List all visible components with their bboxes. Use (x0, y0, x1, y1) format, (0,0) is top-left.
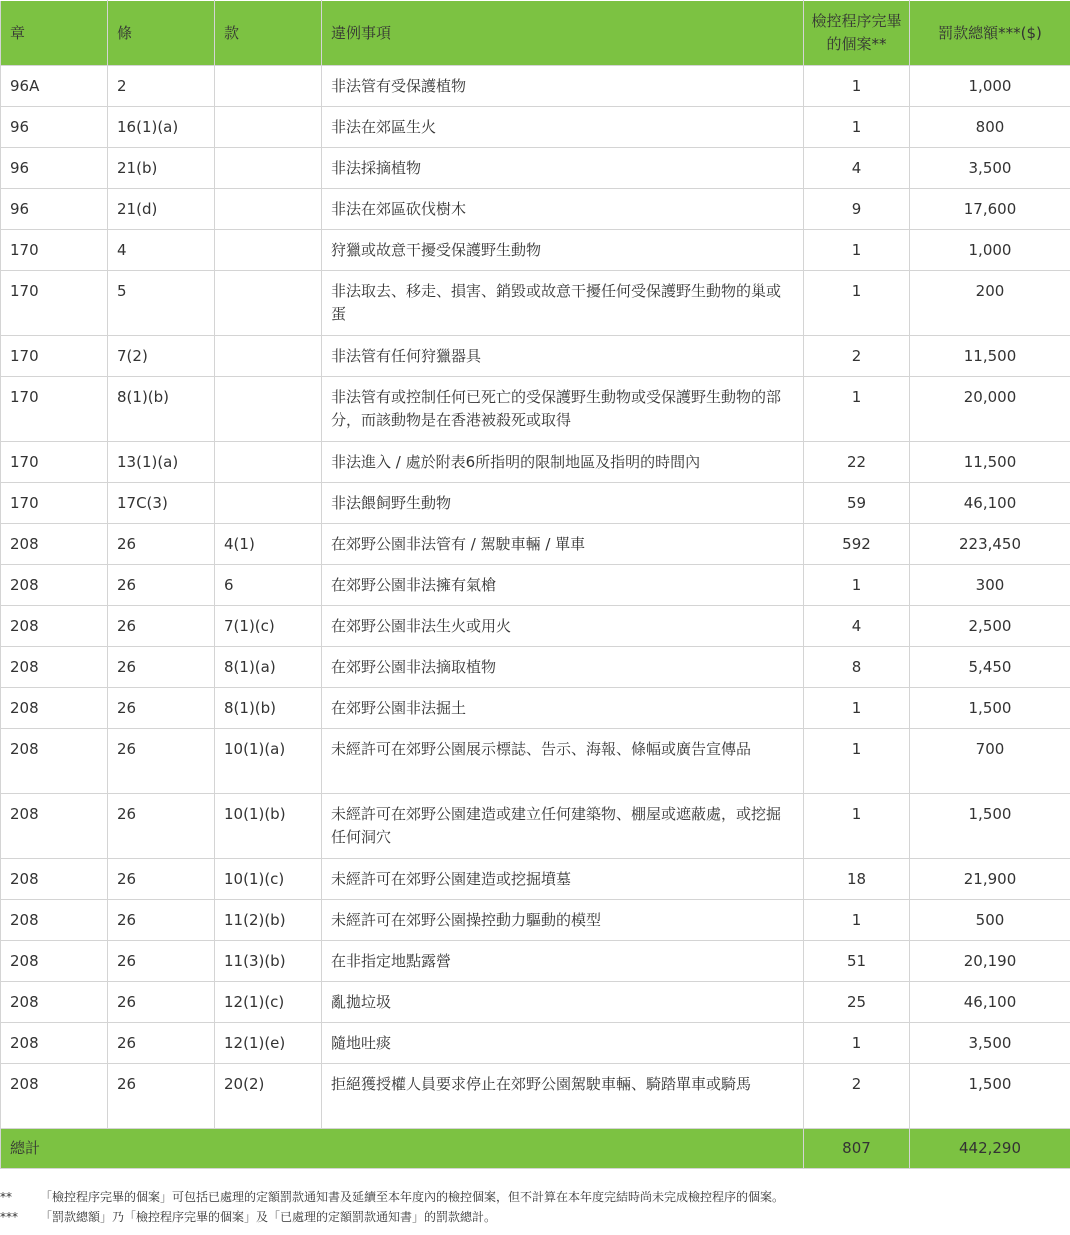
cell-offence: 在郊野公園非法擁有氣槍 (322, 565, 804, 606)
table-row (1, 230, 1070, 271)
cell-cases: 1 (804, 377, 910, 442)
cell-offence: 非法在郊區砍伐樹木 (322, 189, 804, 230)
header-offence: 違例事項 (322, 1, 804, 66)
cell-section: 26 (108, 1064, 215, 1129)
cell-offence: 拒絕獲授權人員要求停止在郊野公園駕駛車輛、騎踏單車或騎馬 (322, 1064, 804, 1129)
table-row (1, 377, 1070, 442)
cell-chapter: 208 (1, 565, 108, 606)
footnote (0, 1187, 1070, 1207)
cell-section: 26 (108, 524, 215, 565)
cell-fines: 700 (910, 729, 1070, 794)
cell-cases: 1 (804, 688, 910, 729)
table-row (1, 941, 1070, 982)
table-row (1, 794, 1070, 859)
cell-offence: 狩獵或故意干擾受保護野生動物 (322, 230, 804, 271)
table-row (1, 900, 1070, 941)
table-row (1, 524, 1070, 565)
cell-chapter: 170 (1, 377, 108, 442)
cell-chapter: 170 (1, 271, 108, 336)
cell-chapter: 208 (1, 688, 108, 729)
cell-section: 5 (108, 271, 215, 336)
cell-section: 17C(3) (108, 483, 215, 524)
cell-offence: 在郊野公園非法生火或用火 (322, 606, 804, 647)
cell-cases: 2 (804, 1064, 910, 1129)
cell-section: 26 (108, 606, 215, 647)
cell-chapter: 96 (1, 189, 108, 230)
total-label: 總計 (1, 1129, 804, 1169)
cell-chapter: 170 (1, 483, 108, 524)
cell-section: 26 (108, 941, 215, 982)
header-fines: 罰款總額***($) (910, 1, 1070, 66)
cell-cases: 4 (804, 606, 910, 647)
cell-cases: 22 (804, 442, 910, 483)
table-row (1, 647, 1070, 688)
cell-subsection: 10(1)(a) (215, 729, 322, 794)
cell-chapter: 170 (1, 230, 108, 271)
table-row (1, 189, 1070, 230)
cell-chapter: 208 (1, 900, 108, 941)
cell-cases: 1 (804, 66, 910, 107)
table-row (1, 148, 1070, 189)
cell-subsection: 8(1)(b) (215, 688, 322, 729)
cell-fines: 1,500 (910, 1064, 1070, 1129)
table-row (1, 442, 1070, 483)
cell-subsection: 12(1)(c) (215, 982, 322, 1023)
cell-offence: 非法管有任何狩獵器具 (322, 336, 804, 377)
cell-fines: 1,500 (910, 794, 1070, 859)
cell-fines: 3,500 (910, 1023, 1070, 1064)
cell-cases: 9 (804, 189, 910, 230)
table-row (1, 606, 1070, 647)
cell-subsection (215, 189, 322, 230)
cell-chapter: 208 (1, 859, 108, 900)
cell-fines: 21,900 (910, 859, 1070, 900)
table-row (1, 859, 1070, 900)
total-row (1, 1129, 1070, 1169)
cell-section: 26 (108, 565, 215, 606)
cell-fines: 3,500 (910, 148, 1070, 189)
cell-cases: 1 (804, 271, 910, 336)
footnote-mark: ** (0, 1190, 12, 1204)
cell-subsection: 11(3)(b) (215, 941, 322, 982)
total-cases: 807 (804, 1129, 910, 1169)
cell-chapter: 208 (1, 524, 108, 565)
cell-chapter: 208 (1, 606, 108, 647)
table-row (1, 729, 1070, 794)
cell-fines: 11,500 (910, 442, 1070, 483)
cell-fines: 46,100 (910, 483, 1070, 524)
table-row (1, 1023, 1070, 1064)
header-cases: 檢控程序完畢的個案** (804, 1, 910, 66)
cell-section: 26 (108, 1023, 215, 1064)
footnote-text: 「檢控程序完畢的個案」可包括已處理的定額罰款通知書及延續至本年度內的檢控個案，但不計算在本年度完結時尚未完成檢控程序的個案。 (40, 1190, 785, 1204)
cell-offence: 在郊野公園非法掘土 (322, 688, 804, 729)
table-footer (1, 1129, 1070, 1169)
cell-subsection: 12(1)(e) (215, 1023, 322, 1064)
cell-offence: 未經許可在郊野公園展示標誌、告示、海報、條幅或廣告宣傳品 (322, 729, 804, 794)
footnote-text: 「罰款總額」乃「檢控程序完畢的個案」及「已處理的定額罰款通知書」的罰款總計。 (40, 1210, 497, 1224)
cell-cases: 25 (804, 982, 910, 1023)
cell-chapter: 170 (1, 442, 108, 483)
cell-section: 26 (108, 859, 215, 900)
cell-cases: 592 (804, 524, 910, 565)
cell-subsection (215, 107, 322, 148)
table-header (1, 1, 1070, 66)
cell-cases: 1 (804, 794, 910, 859)
table-row (1, 982, 1070, 1023)
cell-cases: 1 (804, 230, 910, 271)
cell-offence: 亂拋垃圾 (322, 982, 804, 1023)
cell-section: 26 (108, 688, 215, 729)
footnote (0, 1207, 1070, 1227)
table-row (1, 565, 1070, 606)
cell-cases: 59 (804, 483, 910, 524)
footnote-mark: *** (0, 1210, 18, 1224)
cell-chapter: 96 (1, 148, 108, 189)
table-row (1, 336, 1070, 377)
cell-cases: 51 (804, 941, 910, 982)
cell-fines: 223,450 (910, 524, 1070, 565)
cell-fines: 300 (910, 565, 1070, 606)
cell-offence: 非法在郊區生火 (322, 107, 804, 148)
total-fines: 442,290 (910, 1129, 1070, 1169)
cell-subsection (215, 66, 322, 107)
cell-fines: 20,190 (910, 941, 1070, 982)
header-chapter: 章 (1, 1, 108, 66)
cell-section: 21(d) (108, 189, 215, 230)
cell-fines: 2,500 (910, 606, 1070, 647)
cell-offence: 在郊野公園非法管有 / 駕駛車輛 / 單車 (322, 524, 804, 565)
cell-chapter: 208 (1, 729, 108, 794)
cell-offence: 非法取去、移走、損害、銷毀或故意干擾任何受保護野生動物的巢或蛋 (322, 271, 804, 336)
cell-section: 8(1)(b) (108, 377, 215, 442)
table-row (1, 1064, 1070, 1129)
cell-section: 26 (108, 794, 215, 859)
cell-section: 13(1)(a) (108, 442, 215, 483)
cell-offence: 在非指定地點露營 (322, 941, 804, 982)
cell-chapter: 208 (1, 1064, 108, 1129)
cell-cases: 4 (804, 148, 910, 189)
header-subsection: 款 (215, 1, 322, 66)
cell-section: 16(1)(a) (108, 107, 215, 148)
cell-fines: 1,000 (910, 66, 1070, 107)
footnotes (0, 1187, 1070, 1227)
table-row (1, 688, 1070, 729)
cell-section: 26 (108, 729, 215, 794)
cell-offence: 未經許可在郊野公園建造或挖掘墳墓 (322, 859, 804, 900)
cell-offence: 非法管有受保護植物 (322, 66, 804, 107)
cell-cases: 1 (804, 1023, 910, 1064)
cell-section: 21(b) (108, 148, 215, 189)
table-body (1, 66, 1070, 1129)
cell-fines: 500 (910, 900, 1070, 941)
cell-subsection (215, 377, 322, 442)
cell-offence: 非法餵飼野生動物 (322, 483, 804, 524)
cell-cases: 1 (804, 107, 910, 148)
cell-chapter: 208 (1, 941, 108, 982)
header-section: 條 (108, 1, 215, 66)
table-row (1, 107, 1070, 148)
cell-offence: 未經許可在郊野公園建造或建立任何建築物、棚屋或遮蔽處，或挖掘任何洞穴 (322, 794, 804, 859)
cell-offence: 非法進入 / 處於附表6所指明的限制地區及指明的時間內 (322, 442, 804, 483)
cell-chapter: 170 (1, 336, 108, 377)
cell-chapter: 208 (1, 794, 108, 859)
cell-cases: 2 (804, 336, 910, 377)
cell-fines: 1,500 (910, 688, 1070, 729)
cell-subsection: 7(1)(c) (215, 606, 322, 647)
cell-fines: 800 (910, 107, 1070, 148)
cell-cases: 1 (804, 729, 910, 794)
cell-offence: 在郊野公園非法摘取植物 (322, 647, 804, 688)
cell-section: 4 (108, 230, 215, 271)
cell-fines: 20,000 (910, 377, 1070, 442)
cell-subsection (215, 271, 322, 336)
cell-subsection: 10(1)(b) (215, 794, 322, 859)
cell-cases: 8 (804, 647, 910, 688)
cell-cases: 1 (804, 900, 910, 941)
cell-fines: 17,600 (910, 189, 1070, 230)
cell-subsection (215, 336, 322, 377)
cell-cases: 1 (804, 565, 910, 606)
cell-offence: 隨地吐痰 (322, 1023, 804, 1064)
cell-subsection: 20(2) (215, 1064, 322, 1129)
cell-fines: 200 (910, 271, 1070, 336)
cell-cases: 18 (804, 859, 910, 900)
cell-chapter: 96A (1, 66, 108, 107)
cell-chapter: 208 (1, 1023, 108, 1064)
cell-section: 2 (108, 66, 215, 107)
table-row (1, 483, 1070, 524)
table-row (1, 271, 1070, 336)
cell-subsection (215, 442, 322, 483)
cell-subsection (215, 148, 322, 189)
cell-section: 26 (108, 900, 215, 941)
cell-subsection: 6 (215, 565, 322, 606)
cell-section: 26 (108, 647, 215, 688)
cell-offence: 非法採摘植物 (322, 148, 804, 189)
cell-subsection: 11(2)(b) (215, 900, 322, 941)
cell-chapter: 208 (1, 982, 108, 1023)
cell-subsection (215, 230, 322, 271)
cell-chapter: 208 (1, 647, 108, 688)
cell-section: 26 (108, 982, 215, 1023)
cell-fines: 1,000 (910, 230, 1070, 271)
cell-subsection (215, 483, 322, 524)
cell-section: 7(2) (108, 336, 215, 377)
cell-offence: 未經許可在郊野公園操控動力驅動的模型 (322, 900, 804, 941)
cell-offence: 非法管有或控制任何已死亡的受保護野生動物或受保護野生動物的部分，而該動物是在香港被殺死或取得 (322, 377, 804, 442)
cell-fines: 5,450 (910, 647, 1070, 688)
cell-subsection: 10(1)(c) (215, 859, 322, 900)
cell-fines: 11,500 (910, 336, 1070, 377)
cell-subsection: 8(1)(a) (215, 647, 322, 688)
table-row (1, 66, 1070, 107)
cell-chapter: 96 (1, 107, 108, 148)
cell-fines: 46,100 (910, 982, 1070, 1023)
cell-subsection: 4(1) (215, 524, 322, 565)
